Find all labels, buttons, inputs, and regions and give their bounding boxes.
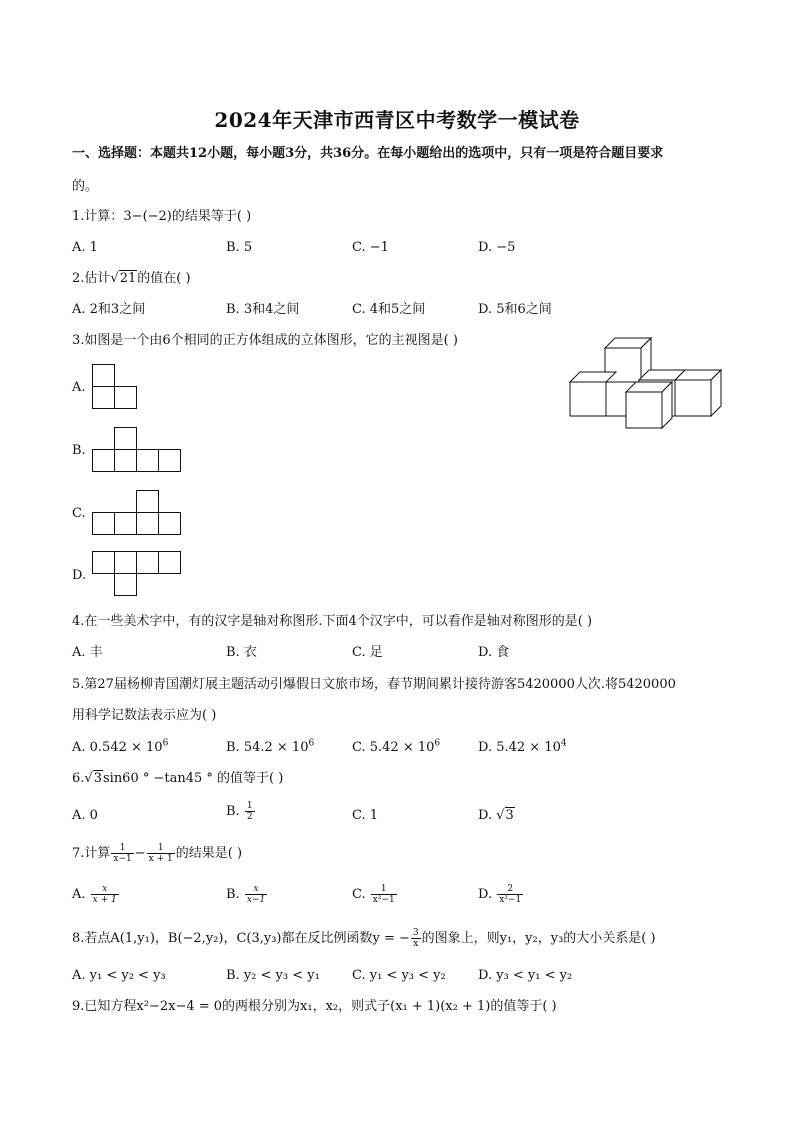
question-6-option-a: A. 0	[72, 808, 98, 823]
question-5-option-d-exp: 4	[560, 738, 567, 749]
option-b-view-figure	[92, 427, 182, 473]
question-4-option-b: B. 衣	[226, 645, 257, 660]
question-7-stem-post: 的结果是( )	[175, 846, 243, 861]
option-c-view-figure	[92, 490, 182, 536]
question-6-stem: 6.√3sin60 ° −tan45 ° 的值等于( )	[72, 771, 284, 786]
question-7-option-b	[226, 884, 268, 905]
option-a-view-figure	[92, 364, 138, 410]
question-6-option-d-label: D.	[478, 808, 497, 823]
section-instructions-cont: 的。	[72, 179, 99, 194]
question-5-stem-line2: 用科学记数法表示应为( )	[72, 708, 217, 723]
question-5-option-a	[72, 739, 168, 757]
question-1-option-c: C. −1	[352, 240, 389, 255]
question-2-option-b: B. 3和4之间	[226, 302, 300, 317]
question-3-option-c: C.	[72, 506, 86, 521]
question-2-stem-pre: 2.估计	[72, 271, 111, 286]
fraction-denominator: x−1	[246, 895, 266, 905]
question-3-option-d: D.	[72, 568, 87, 583]
fraction-numerator: 1	[371, 884, 397, 895]
fraction-denominator: x²−1	[372, 895, 395, 905]
question-5-option-c-base: C. 5.42 × 10	[352, 740, 435, 755]
question-8-option-c: C. y₁ < y₃ < y₂	[352, 968, 446, 983]
question-8-stem-pre: 8.若点A(1,y₁)，B(−2,y₂)，C(3,y₃)都在反比例函数y = −	[72, 931, 410, 946]
question-7-option-a-fraction	[91, 884, 119, 905]
question-8-option-b: B. y₂ < y₃ < y₁	[226, 968, 320, 983]
question-7-option-b-label: B.	[226, 887, 244, 902]
section-instructions	[72, 145, 663, 163]
question-2-option-a: A. 2和3之间	[72, 302, 146, 317]
question-7-minus: −	[134, 846, 146, 861]
fraction-denominator: x²−1	[499, 895, 522, 905]
question-1-option-a: A. 1	[72, 240, 98, 255]
question-6-stem-post: sin60 ° −tan45 ° 的值等于( )	[102, 771, 284, 786]
question-5-option-d	[478, 739, 567, 757]
question-7-option-d	[478, 884, 524, 905]
question-6-option-b-label: B.	[226, 804, 244, 819]
question-6-stem-pre: 6.	[72, 771, 85, 786]
question-7-option-b-fraction	[245, 884, 267, 905]
question-9-stem: 9.已知方程x²−2x−4 = 0的两根分别为x₁，x₂，则式子(x₁ + 1)(x₂ + 1)的值等于( )	[72, 999, 557, 1014]
question-7-option-c-fraction	[371, 884, 397, 905]
question-2-stem: 2.估计√21的值在( )	[72, 271, 191, 286]
question-4-option-a: A. 丰	[72, 645, 103, 660]
question-8-fraction	[411, 928, 421, 949]
question-6-option-b	[226, 801, 256, 822]
question-3-option-b: B.	[72, 443, 86, 458]
question-2-radicand: 21	[119, 271, 137, 286]
question-8-stem	[72, 928, 656, 949]
question-5-option-a-exp: 6	[162, 738, 169, 749]
question-2-option-d: D. 5和6之间	[478, 302, 552, 317]
question-4-option-c: C. 足	[352, 645, 383, 660]
question-6-option-d-radicand: 3	[505, 808, 514, 823]
fraction-numerator: x	[245, 884, 267, 895]
question-1-option-b: B. 5	[226, 240, 253, 255]
question-5-stem-line1: 5.第27届杨柳青国潮灯展主题活动引爆假日文旅市场，春节期间累计接待游客5420000人次.将5420000	[72, 677, 676, 692]
question-5-option-c	[352, 739, 440, 757]
question-6-radicand: 3	[93, 771, 102, 786]
option-d-view-figure	[92, 551, 182, 597]
question-1-stem: 1.计算：3−(−2)的结果等于( )	[72, 209, 252, 224]
fraction-numerator: 1	[147, 843, 175, 854]
cube-solid-figure	[568, 338, 723, 433]
question-2-option-c: C. 4和5之间	[352, 302, 426, 317]
question-5-option-a-base: A. 0.542 × 10	[72, 740, 163, 755]
page-title: 2024年天津市西青区中考数学一模试卷	[214, 108, 580, 132]
question-8-option-a: A. y₁ < y₂ < y₃	[72, 968, 166, 983]
question-5-option-b-exp: 6	[308, 738, 315, 749]
question-3-option-a: A.	[72, 380, 86, 395]
fraction-denominator: x	[413, 939, 419, 949]
question-6-option-d: D. √3	[478, 808, 514, 823]
fraction-denominator: 2	[246, 812, 253, 822]
question-5-option-b	[226, 739, 314, 757]
question-7-fraction-1	[111, 843, 133, 864]
question-7-option-c-label: C.	[352, 887, 370, 902]
question-8-option-d: D. y₃ < y₁ < y₂	[478, 968, 573, 983]
question-6-option-b-fraction	[245, 801, 255, 822]
fraction-numerator: x	[91, 884, 119, 895]
question-7-fraction-2	[147, 843, 175, 864]
question-7-option-d-label: D.	[478, 887, 497, 902]
question-1-option-d: D. −5	[478, 240, 516, 255]
fraction-denominator: x + 1	[92, 895, 117, 905]
fraction-numerator: 3	[412, 928, 419, 938]
fraction-numerator: 1	[111, 843, 133, 854]
fraction-denominator: x + 1	[148, 854, 173, 864]
fraction-numerator: 1	[246, 801, 253, 811]
section-instructions-text: 一、选择题：本题共12小题，每小题3分，共36分。在每小题给出的选项中，只有一项是符合题目要求	[72, 146, 664, 161]
question-7-option-c	[352, 884, 398, 905]
question-7-option-d-fraction	[497, 884, 523, 905]
question-5-option-b-base: B. 54.2 × 10	[226, 740, 309, 755]
question-7-stem	[72, 843, 242, 864]
question-7-option-a	[72, 884, 120, 905]
question-6-option-c: C. 1	[352, 808, 379, 823]
fraction-numerator: 2	[497, 884, 523, 895]
question-7-stem-pre: 7.计算	[72, 846, 111, 861]
question-4-stem: 4.在一些美术字中，有的汉字是轴对称图形.下面4个汉字中，可以看作是轴对称图形的是( )	[72, 614, 593, 629]
question-5-option-c-exp: 6	[434, 738, 441, 749]
question-3-stem: 3.如图是一个由6个相同的正方体组成的立体图形，它的主视图是( )	[72, 333, 458, 348]
question-4-option-d: D. 食	[478, 645, 510, 660]
fraction-denominator: x−1	[113, 854, 132, 864]
question-5-option-d-base: D. 5.42 × 10	[478, 740, 561, 755]
question-2-stem-post: 的值在( )	[137, 271, 191, 286]
question-7-option-a-label: A.	[72, 887, 90, 902]
question-8-stem-post: 的图象上，则y₁，y₂，y₃的大小关系是( )	[421, 931, 656, 946]
